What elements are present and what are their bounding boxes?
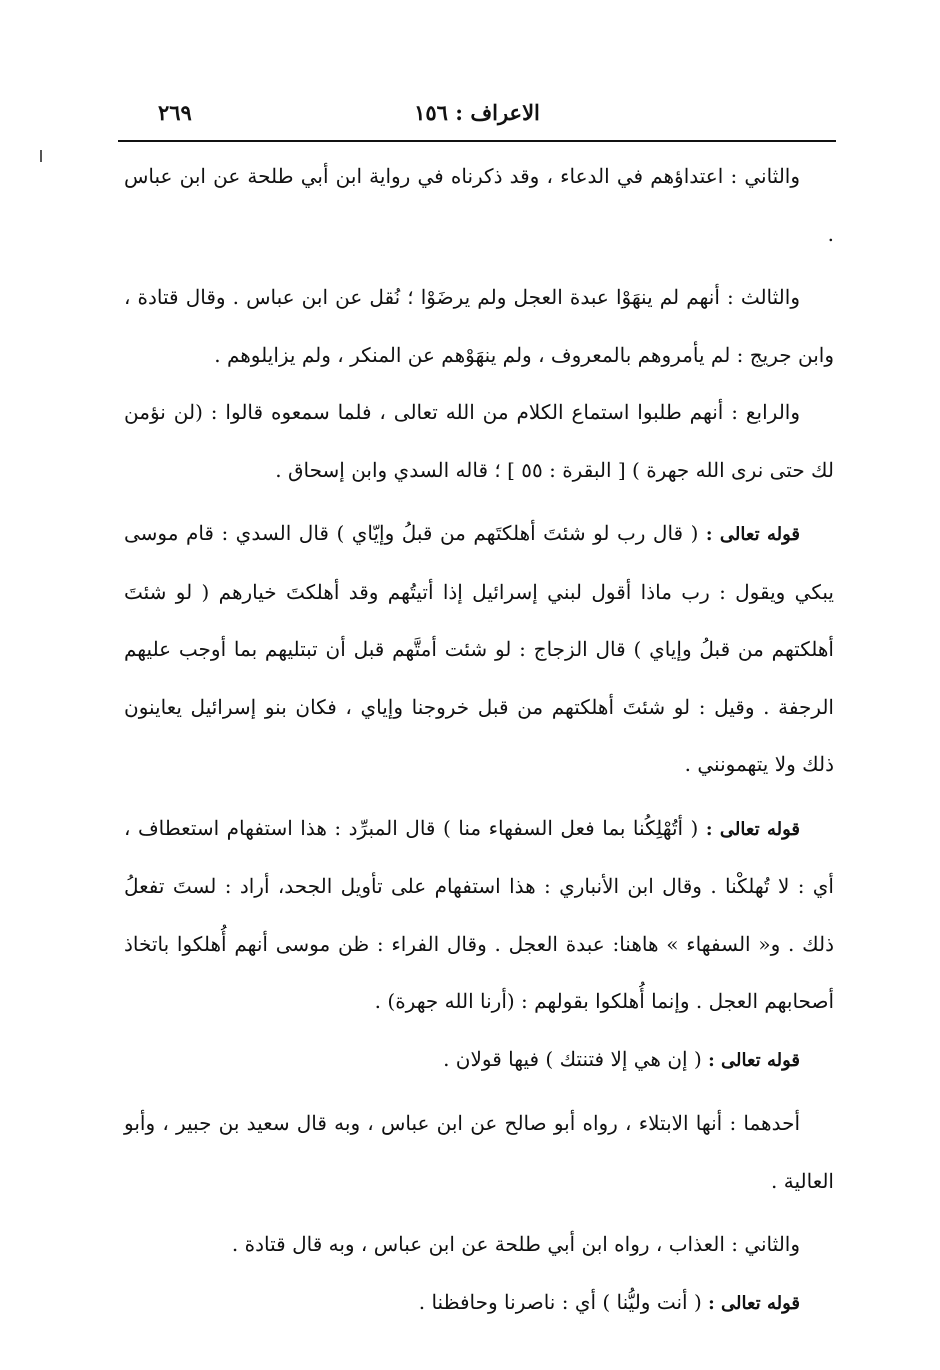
paragraph-text: والثاني : العذاب ، رواه ابن أبي طلحة عن ابن عباس ، وبه قال قتادة .: [231, 1232, 800, 1256]
paragraph-lead: قوله تعالى :: [708, 1049, 800, 1071]
running-header: [118, 96, 836, 136]
page-body: [124, 148, 834, 1332]
paragraph: [124, 384, 834, 499]
paragraph-text: ( قال رب لو شئتَ أهلكتَهم من قبلُ وإيّاي ) قال السدي : قام موسى يبكي ويقول : رب ماذا أقول لبني إسرائيل إذا أتيتُهم وقد أهلكتَ خيارهم ( لو شئتَ أهلكتهم من قبلُ وإياي ) قال الزجاج : لو شئت أمتَّهم قبل أن تبتليهم بما أوجب عليهم الرجفة . وقيل : لو شئتَ أهلكتهم من قبل خروجنا وإياي ، فكان بنو إسرائيل يعاينون ذلك ولا يتهمونني .: [124, 521, 834, 776]
paragraph: [124, 505, 834, 794]
paragraph: [124, 148, 834, 263]
header-rule: [118, 140, 836, 142]
paragraph-text: ( إن هي إلا فتنتك ) فيها قولان .: [443, 1046, 702, 1071]
paragraph-text: والرابع : أنهم طلبوا استماع الكلام من الله تعالى ، فلما سمعوه قالوا : (لن نؤمن لك حتى نرى الله جهرة ) [ البقرة : ٥٥ ] ؛ قاله السدي وابن إسحاق .: [124, 400, 834, 482]
surah-verse-title: الاعراف : ١٥٦: [414, 100, 540, 125]
paragraph-text: ( أنت وليُّنا ) أي : ناصرنا وحافظنا .: [418, 1289, 702, 1314]
paragraph-text: والثاني : اعتداؤهم في الدعاء ، وقد ذكرناه في رواية ابن أبي طلحة عن ابن عباس .: [124, 164, 834, 246]
paragraph: [124, 800, 834, 1031]
paragraph: [124, 1031, 834, 1090]
paragraph: [124, 1274, 834, 1333]
paragraph-lead: قوله تعالى :: [708, 1292, 800, 1314]
page-number: ٢٦٩: [158, 100, 192, 125]
paragraph: [124, 269, 834, 384]
paragraph-lead: قوله تعالى :: [705, 524, 801, 545]
paragraph-lead: قوله تعالى :: [705, 818, 801, 840]
paragraph: [124, 1095, 834, 1210]
paragraph-text: ( أتُهْلِكُنا بما فعل السفهاء منا ) قال المبرِّد : هذا استفهام استعطاف ، أي : لا تُهلكْنا . وقال ابن الأنباري : هذا استفهام على تأويل الجحد، أراد : لستَ تفعلُ ذلك . و« السفهاء » هاهنا: عبدة العجل . وقال الفراء : ظن موسى أنهم أُهلكوا باتخاذ أصحابهم العجل . وإنما أُهلكوا بقولهم : (أرنا الله جهرة) .: [124, 815, 834, 1013]
paragraph: [124, 1216, 834, 1274]
paragraph-text: أحدهما : أنها الابتلاء ، رواه أبو صالح عن ابن عباس ، وبه قال سعيد بن جبير ، وأبو العالية .: [124, 1111, 834, 1193]
paragraph-text: والثالث : أنهم لم ينهَوْا عبدة العجل ولم يرضَوْا ؛ نُقل عن ابن عباس . وقال قتادة ، وابن جريج : لم يأمروهم بالمعروف ، ولم ينهَوْهم عن المنكر ، ولم يزايلوهم .: [124, 285, 834, 367]
margin-mark: [40, 150, 42, 162]
